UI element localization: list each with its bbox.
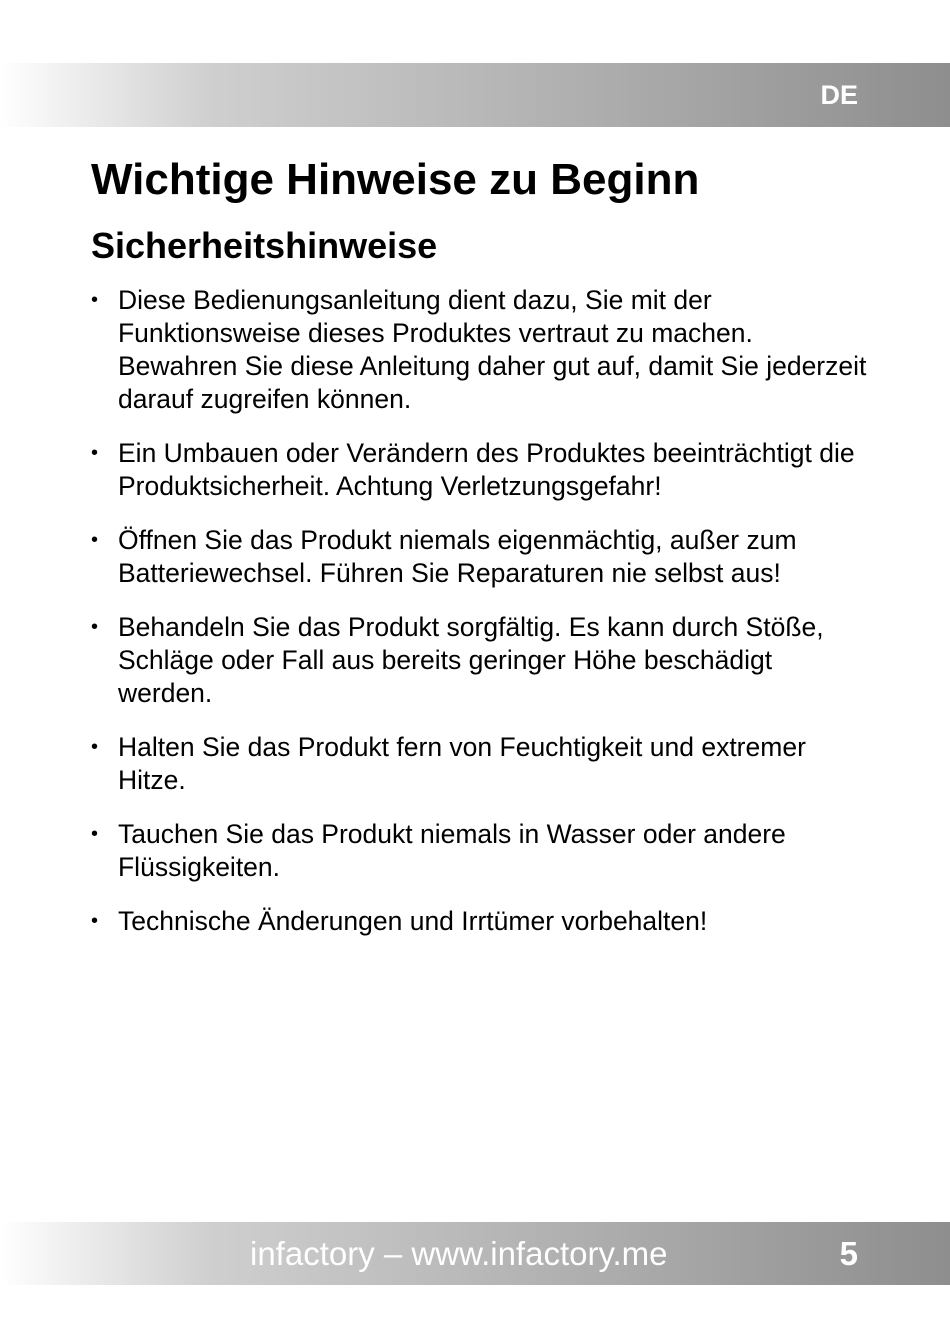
list-item-text: Technische Änderungen und Irrtümer vorbehalten!: [118, 906, 708, 936]
page-title: Wichtige Hinweise zu Beginn: [91, 155, 700, 204]
list-item: [91, 437, 871, 503]
list-item: [91, 611, 871, 710]
list-item: [91, 905, 871, 938]
section-title: Sicherheitshinweise: [91, 225, 438, 266]
language-code: DE: [820, 80, 858, 110]
safety-instructions-list: [91, 284, 871, 959]
footer-website: infactory – www.infactory.me: [250, 1235, 668, 1272]
bullet-icon: •: [91, 823, 99, 845]
list-item-text: Halten Sie das Produkt fern von Feuchtigkeit und extremer Hitze.: [118, 732, 806, 795]
list-item: [91, 818, 871, 884]
bullet-icon: •: [91, 736, 99, 758]
page-number: 5: [839, 1235, 858, 1272]
bullet-icon: •: [91, 442, 99, 464]
list-item-text: Tauchen Sie das Produkt niemals in Wasser oder andere Flüssigkeiten.: [118, 819, 786, 882]
list-item-text: Behandeln Sie das Produkt sorgfältig. Es kann durch Stöße, Schläge oder Fall aus bereits geringer Höhe beschädigt werden.: [118, 612, 824, 708]
bullet-icon: •: [91, 910, 99, 932]
footer-band: [0, 1222, 950, 1285]
bullet-icon: •: [91, 616, 99, 638]
list-item: [91, 731, 871, 797]
list-item-text: Diese Bedienungsanleitung dient dazu, Sie mit der Funktionsweise dieses Produktes vertraut zu machen. Bewahren Sie diese Anleitung daher gut auf, damit Sie jederzeit darauf zugreifen können.: [118, 285, 867, 414]
bullet-icon: •: [91, 289, 99, 311]
list-item: [91, 284, 871, 416]
header-band: [0, 63, 950, 127]
list-item-text: Öffnen Sie das Produkt niemals eigenmächtig, außer zum Batteriewechsel. Führen Sie Reparaturen nie selbst aus!: [118, 525, 797, 588]
list-item-text: Ein Umbauen oder Verändern des Produktes beeinträchtigt die Produktsicherheit. Achtung Verletzungsgefahr!: [118, 438, 855, 501]
list-item: [91, 524, 871, 590]
bullet-icon: •: [91, 529, 99, 551]
